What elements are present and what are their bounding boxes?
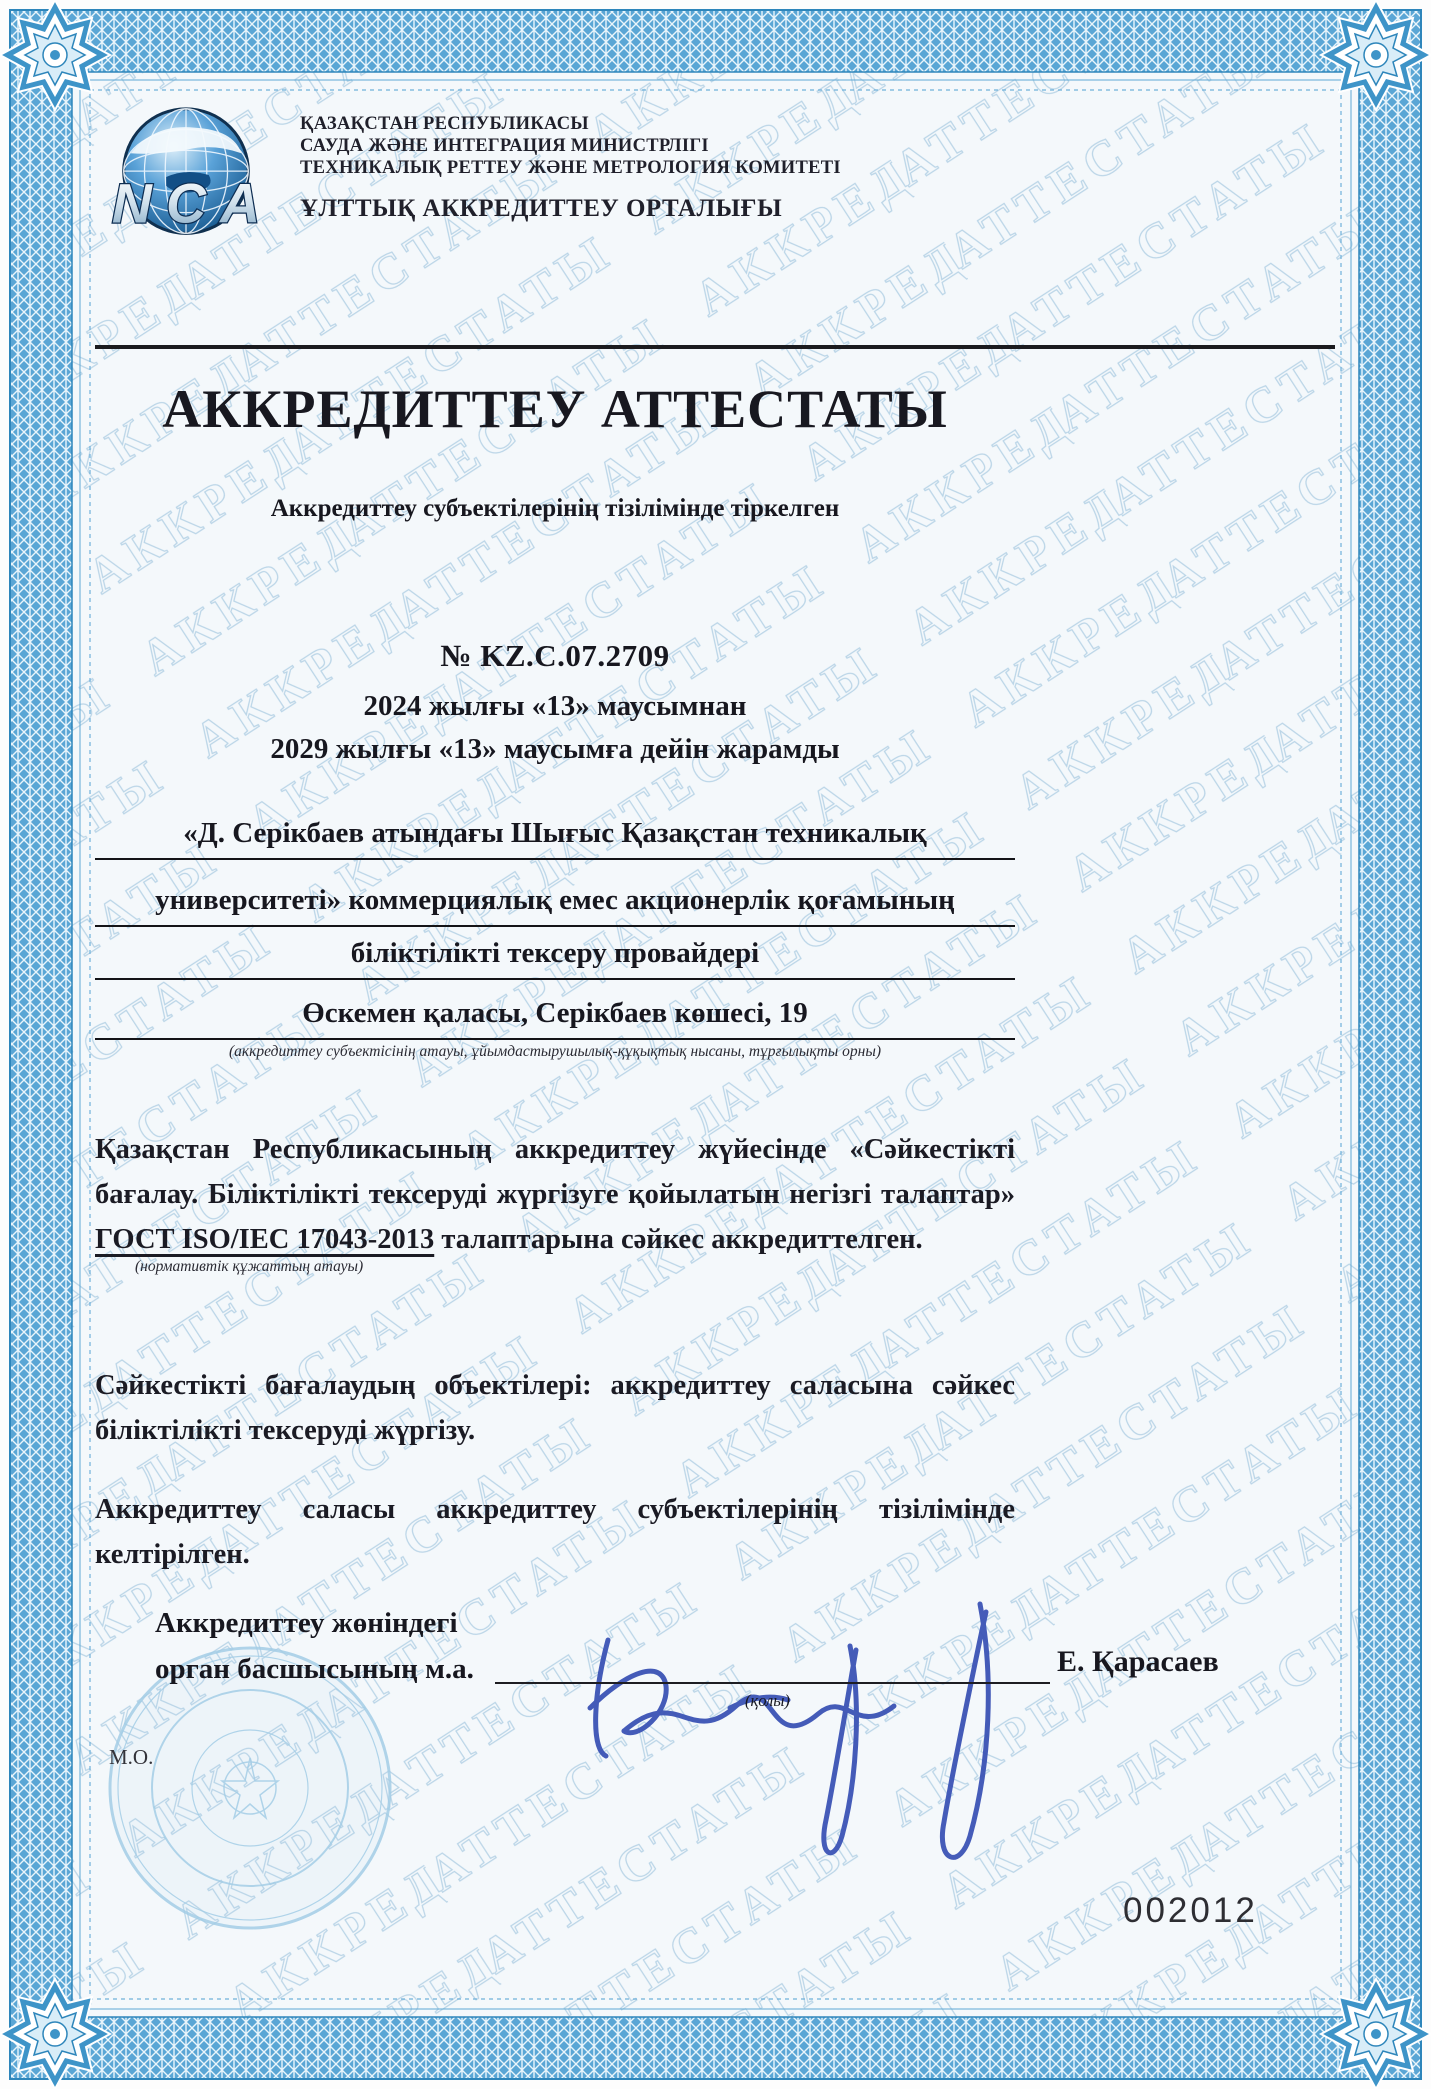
accreditation-paragraph [95, 1127, 1015, 1262]
organization-name-line-1: «Д. Серікбаев атындағы Шығыс Қазақстан техникалық [95, 810, 1015, 860]
validity-to: 2029 жылғы «13» маусымға дейін жарамды [270, 733, 840, 765]
signatory-role [155, 1600, 474, 1692]
seal-label: М.О. [109, 1745, 154, 1769]
organization-name-line-3: біліктілікті тексеру провайдері [95, 930, 1015, 980]
national-center-name: ҰЛТТЫҚ АККРЕДИТТЕУ ОРТАЛЫҒЫ [300, 195, 783, 222]
signature-line [495, 1682, 1050, 1684]
ministry-header [300, 113, 841, 179]
signatory-role-line: Аккредиттеу жөніндегі [155, 1607, 458, 1639]
normative-caption: (нормативтік құжаттың атауы) [135, 1258, 364, 1275]
accreditation-text-after: талаптарына сәйкес аккредиттелген. [434, 1224, 923, 1255]
signature-scribble [550, 1588, 1070, 1888]
signatory-name: Е. Қарасаев [1057, 1645, 1219, 1678]
signatory-role-line: орган басшысының м.а. [155, 1653, 474, 1685]
organization-address-line: Өскемен қаласы, Серікбаев көшесі, 19 [95, 990, 1015, 1040]
certificate-title: АККРЕДИТТЕУ АТТЕСТАТЫ [162, 379, 948, 439]
objects-paragraph: Сәйкестікті бағалаудың объектілері: аккредиттеу саласына сәйкес біліктілікті тексеруді жүргізу. [95, 1370, 1015, 1446]
validity-from: 2024 жылғы «13» маусымнан [363, 690, 747, 722]
organization-name-line-2: университеті» коммерциялық емес акционерлік қоғамының [95, 877, 1015, 927]
signature-caption: (қолы) [745, 1691, 790, 1710]
certificate-subtitle: Аккредиттеу субъектілерінің тізілімінде тіркелген [270, 495, 840, 522]
logo-text: NCA [111, 172, 261, 235]
header-divider [95, 345, 1335, 349]
accreditation-text-before: Қазақстан Республикасының аккредиттеу жүйесінде «Сәйкестікті бағалау. Біліктілікті тексеруді жүргізуге қойылатын негізгі талаптар» [95, 1134, 1015, 1210]
certificate-content [95, 95, 1336, 1994]
ministry-line: ҚАЗАҚСТАН РЕСПУБЛИКАСЫ [300, 114, 589, 134]
ministry-line: САУДА ЖӘНЕ ИНТЕГРАЦИЯ МИНИСТРЛІГІ [300, 136, 709, 156]
organization-caption: (аккредиттеу субъектісінің атауы, ұйымдастырушылық-құқықтық нысаны, тұрғылықты орны) [228, 1043, 882, 1060]
certificate-number: № KZ.C.07.2709 [440, 638, 670, 673]
ministry-line: ТЕХНИКАЛЫҚ РЕТТЕУ ЖӘНЕ МЕТРОЛОГИЯ КОМИТЕТІ [300, 158, 841, 178]
form-number: 002012 [1123, 1891, 1258, 1930]
scope-paragraph: Аккредиттеу саласы аккредиттеу субъектілерінің тізілімінде келтірілген. [95, 1494, 1015, 1570]
standard-reference: ГОСТ ISO/IEC 17043-2013 [95, 1224, 435, 1255]
nca-globe-logo-icon [97, 101, 275, 259]
